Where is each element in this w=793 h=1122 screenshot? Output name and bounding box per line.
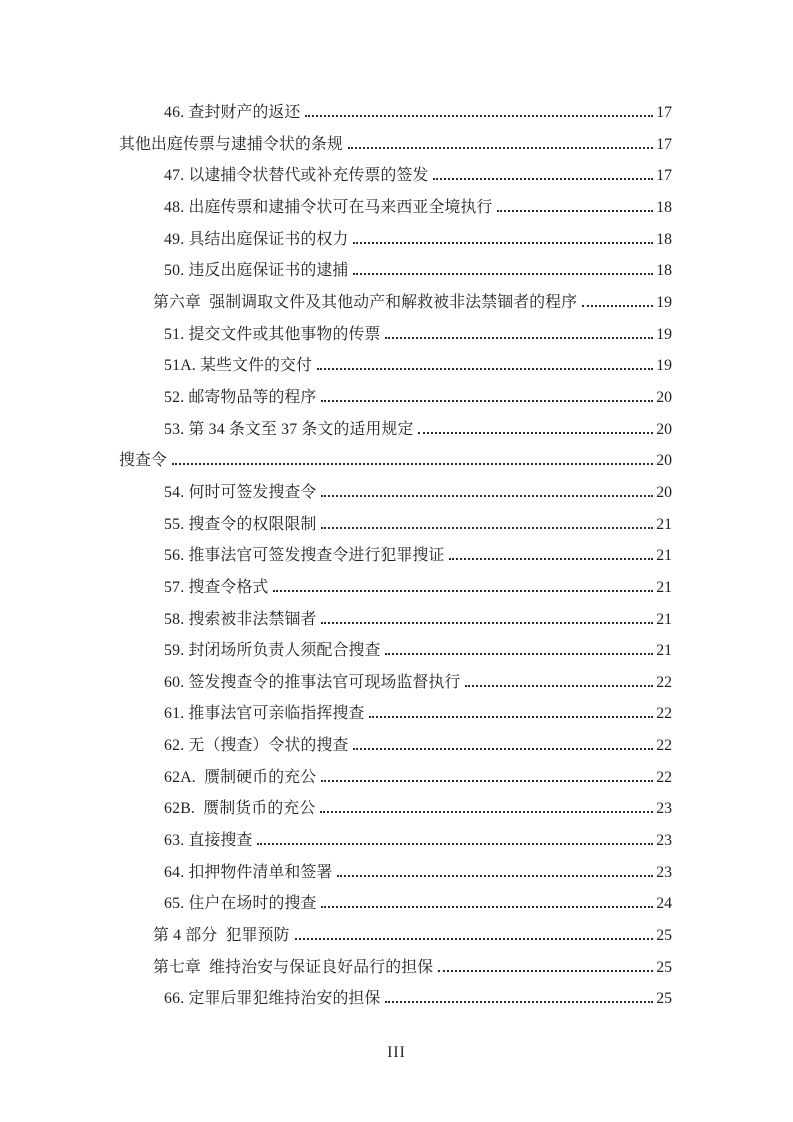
- toc-entry-page-number: 24: [656, 895, 672, 913]
- toc-entry-label: 第 4 部分 犯罪预防: [153, 927, 290, 945]
- toc-entry-label: 62. 无（搜查）令状的搜查: [164, 737, 349, 755]
- toc-entry-page-number: 19: [656, 293, 672, 311]
- toc-entry: [119, 445, 672, 477]
- toc-entry: [164, 414, 672, 446]
- toc-entry-label: 51A. 某些文件的交付: [164, 357, 313, 375]
- dot-leader: [438, 970, 653, 972]
- toc-entry-label: 62B. 赝制货币的充公: [164, 800, 316, 818]
- toc-entry-page-number: 22: [656, 737, 672, 755]
- toc-entry-label: 55. 搜查令的权限限制: [164, 515, 317, 533]
- toc-entry-page-number: 17: [656, 104, 672, 121]
- toc-entry: [164, 540, 672, 572]
- toc-entry-page-number: 21: [656, 547, 672, 565]
- toc-entry: [164, 825, 672, 857]
- toc-entry: [153, 952, 672, 984]
- toc-entry-page-number: 21: [656, 578, 672, 596]
- toc-entry-page-number: 25: [656, 927, 672, 945]
- toc-entry: [164, 888, 672, 920]
- toc-entry: [164, 382, 672, 414]
- toc-entry-label: 59. 封闭场所负责人须配合搜查: [164, 642, 381, 660]
- toc-entry-page-number: 20: [656, 388, 672, 406]
- toc-entry-page-number: 17: [656, 135, 672, 153]
- toc-entry-label: 53. 第 34 条文至 37 条文的适用规定: [164, 420, 414, 438]
- dot-leader: [385, 1001, 653, 1003]
- toc-entry-label: 50. 违反出庭保证书的逮捕: [164, 262, 349, 280]
- toc-entry-label: 51. 提交文件或其他事物的传票: [164, 325, 381, 343]
- dot-leader: [465, 685, 653, 687]
- toc-entry: [164, 793, 672, 825]
- dot-leader: [321, 527, 653, 529]
- toc-entry-page-number: 21: [656, 642, 672, 660]
- toc-entry-label: 46. 查封财产的返还: [164, 104, 301, 121]
- toc-entry-page-number: 20: [656, 420, 672, 438]
- toc-entry: [164, 477, 672, 509]
- dot-leader: [433, 178, 653, 180]
- toc-entry: [164, 698, 672, 730]
- toc-entry-page-number: 25: [656, 958, 672, 976]
- toc-entry-label: 58. 搜索被非法禁锢者: [164, 610, 317, 628]
- dot-leader: [418, 432, 653, 434]
- dot-leader: [273, 590, 653, 592]
- toc-entry: [164, 350, 672, 382]
- toc-entry: [164, 572, 672, 604]
- toc-entry-page-number: 23: [656, 863, 672, 881]
- toc-entry: [164, 635, 672, 667]
- toc-entry-page-number: 20: [656, 483, 672, 501]
- toc-entry-label: 第七章 维持治安与保证良好品行的担保: [153, 958, 434, 976]
- toc-entry-page-number: 18: [656, 262, 672, 280]
- toc-entry-page-number: 21: [656, 610, 672, 628]
- toc-entry: [164, 983, 672, 1015]
- toc-entry-label: 65. 住户在场时的搜查: [164, 895, 317, 913]
- dot-leader: [321, 906, 653, 908]
- toc-entry: [164, 762, 672, 794]
- page-footer: [0, 1044, 793, 1062]
- toc-entry-page-number: 21: [656, 515, 672, 533]
- toc-entry-label: 搜查令: [119, 452, 167, 470]
- dot-leader: [497, 210, 653, 212]
- dot-leader: [317, 368, 653, 370]
- toc-entry: [164, 255, 672, 287]
- toc-entry-label: 第六章 强制调取文件及其他动产和解救被非法禁锢者的程序: [153, 293, 578, 311]
- dot-leader: [320, 811, 653, 813]
- footer-page-number: III: [387, 1044, 406, 1061]
- toc-entry-page-number: 19: [656, 357, 672, 375]
- toc-entry-page-number: 23: [656, 800, 672, 818]
- toc-entry-page-number: 17: [656, 167, 672, 185]
- toc-entry: [164, 319, 672, 351]
- dot-leader: [295, 938, 654, 940]
- toc-entry-page-number: 20: [656, 452, 672, 470]
- toc-entry-label: 57. 搜查令格式: [164, 578, 269, 596]
- table-of-contents: [0, 97, 672, 1015]
- toc-entry: [153, 287, 672, 319]
- dot-leader: [305, 115, 653, 117]
- dot-leader: [353, 242, 653, 244]
- toc-entry: [164, 730, 672, 762]
- toc-entry: [164, 224, 672, 256]
- toc-entry-label: 48. 出庭传票和逮捕令状可在马来西亚全境执行: [164, 198, 493, 216]
- toc-entry-page-number: 22: [656, 768, 672, 786]
- toc-entry: [164, 667, 672, 699]
- toc-entry: [164, 160, 672, 192]
- toc-entry: [119, 129, 672, 161]
- toc-entry-label: 56. 推事法官可签发搜查令进行犯罪搜证: [164, 547, 445, 565]
- toc-entry-page-number: 22: [656, 705, 672, 723]
- toc-entry-label: 60. 签发搜查令的推事法官可现场监督执行: [164, 673, 461, 691]
- dot-leader: [353, 748, 653, 750]
- toc-entry-page-number: 23: [656, 832, 672, 850]
- toc-entry-page-number: 18: [656, 230, 672, 248]
- dot-leader: [369, 716, 653, 718]
- toc-entry-label: 52. 邮寄物品等的程序: [164, 388, 317, 406]
- dot-leader: [353, 273, 653, 275]
- toc-entry: [164, 192, 672, 224]
- dot-leader: [321, 780, 653, 782]
- toc-entry-label: 其他出庭传票与逮捕令状的条规: [119, 135, 343, 153]
- toc-entry: [164, 509, 672, 541]
- toc-entry-label: 63. 直接搜查: [164, 832, 253, 850]
- toc-entry-page-number: 22: [656, 673, 672, 691]
- dot-leader: [321, 622, 653, 624]
- toc-entry-label: 61. 推事法官可亲临指挥搜查: [164, 705, 365, 723]
- dot-leader: [337, 875, 653, 877]
- toc-entry-label: 62A. 赝制硬币的充公: [164, 768, 317, 786]
- toc-entry-page-number: 18: [656, 198, 672, 216]
- toc-entry-page-number: 25: [656, 990, 672, 1008]
- dot-leader: [348, 147, 653, 149]
- dot-leader: [172, 463, 653, 465]
- toc-entry-label: 47. 以逮捕令状替代或补充传票的签发: [164, 167, 429, 185]
- toc-entry: [164, 857, 672, 889]
- dot-leader: [449, 558, 653, 560]
- toc-entry-label: 49. 具结出庭保证书的权力: [164, 230, 349, 248]
- toc-entry: [164, 97, 672, 129]
- dot-leader: [385, 337, 653, 339]
- dot-leader: [321, 495, 653, 497]
- toc-entry-label: 64. 扣押物件清单和签署: [164, 863, 333, 881]
- dot-leader: [385, 653, 653, 655]
- dot-leader: [257, 843, 653, 845]
- toc-entry: [164, 604, 672, 636]
- toc-entry-page-number: 19: [656, 325, 672, 343]
- toc-entry: [153, 920, 672, 952]
- toc-entry-label: 54. 何时可签发搜查令: [164, 483, 317, 501]
- dot-leader: [321, 400, 653, 402]
- dot-leader: [582, 305, 653, 307]
- toc-entry-label: 66. 定罪后罪犯维持治安的担保: [164, 990, 381, 1008]
